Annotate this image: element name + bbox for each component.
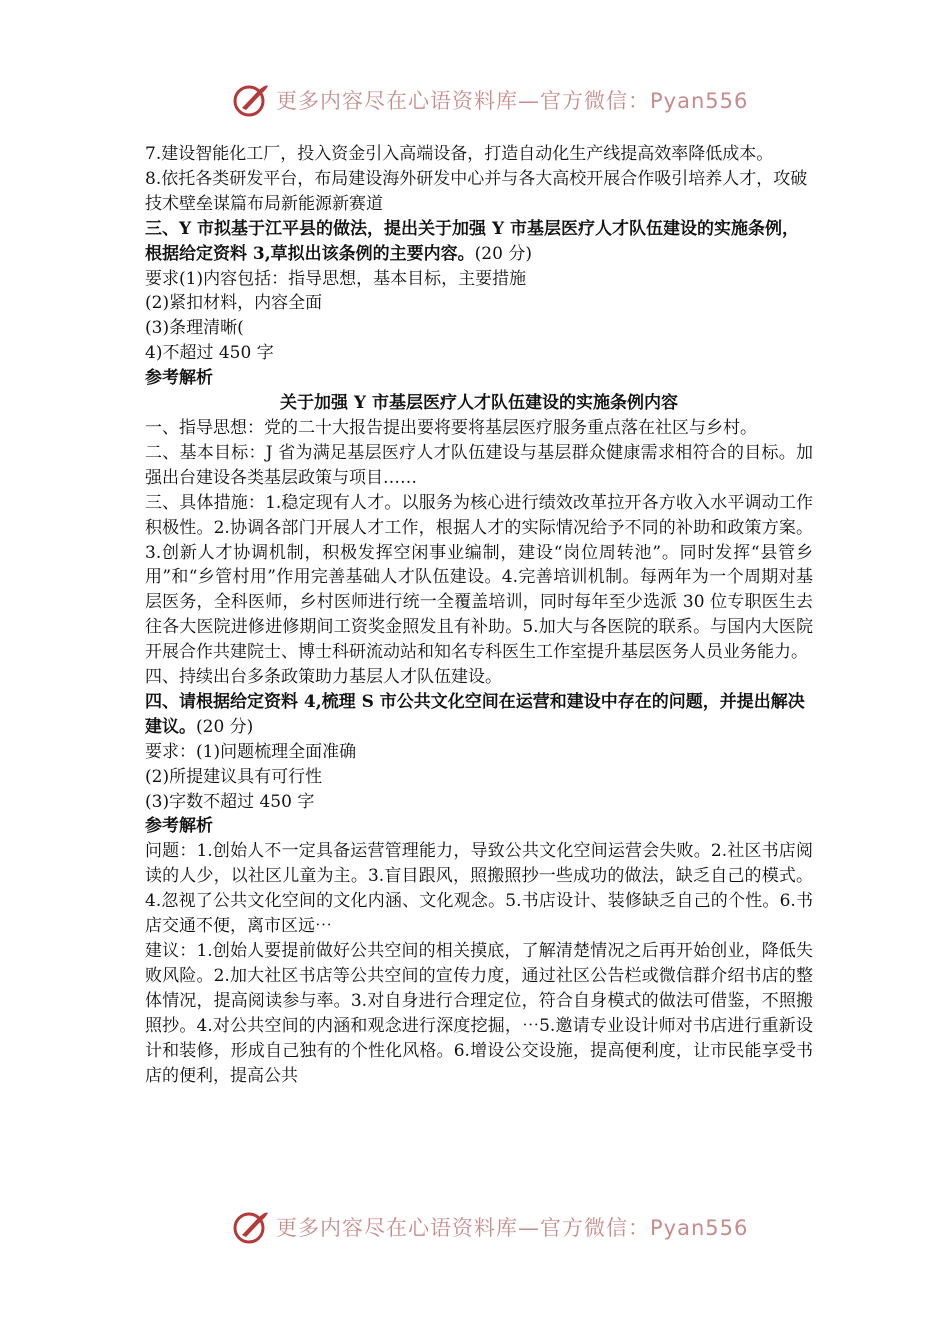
- item-8: 8.依托各类研发平台，布局建设海外研发中心并与各大高校开展合作吸引培养人才，攻破技术壁垒谋篇布局新能源新赛道: [145, 168, 808, 214]
- question-3-title: 三、Y 市拟基于江平县的做法，提出关于加强 Y 市基层医疗人才队伍建设的实施条例，根据给定资料 3,草拟出该条例的主要内容。(20 分): [145, 218, 800, 264]
- q3-answer-basic-goal: 二、基本目标：J 省为满足基层医疗人才队伍建设与基层群众健康需求相符合的目标。加强出台建设各类基层政策与项目……: [145, 442, 813, 488]
- q3-requirement-4: 4)不超过 450 字: [145, 343, 274, 364]
- document-body: [145, 142, 813, 1088]
- q3-requirement-2: (2)紧扣材料，内容全面: [145, 293, 323, 314]
- q4-reference-label: 参考解析: [145, 816, 213, 837]
- quill-logo-icon: [232, 1209, 270, 1245]
- q3-requirement-3: (3)条理清晰(: [145, 318, 244, 339]
- question-4-title: 四、请根据给定资料 4,梳理 S 市公共文化空间在运营和建设中存在的问题，并提出解决建议。(20 分): [145, 691, 805, 737]
- q3-reference-label: 参考解析: [145, 368, 213, 389]
- item-7: 7.建设智能化工厂，投入资金引入高端设备，打造自动化生产线提高效率降低成本。: [145, 144, 774, 164]
- header-banner-text: 更多内容尽在心语资料库—官方微信：Pyan556: [276, 89, 749, 113]
- q3-requirement-1: 要求(1)内容包括：指导思想，基本目标，主要措施: [145, 268, 527, 289]
- q3-answer-title: 关于加强 Y 市基层医疗人才队伍建设的实施条例内容: [280, 393, 678, 414]
- footer-banner: [0, 1205, 950, 1249]
- q4-answer-problems: 问题：1.创始人不一定具备运营管理能力，导致公共文化空间运营会失败。2.社区书店阅读的人少，以社区儿童为主。3.盲目跟风，照搬照抄一些成功的做法，缺乏自己的模式。4.忽视了公共文化空间的文化内涵、文化观念。5.书店设计、装修缺乏自己的个性。6.书店交通不便，离市区远⋯: [145, 841, 813, 937]
- q4-requirement-2: (2)所提建议具有可行性: [145, 766, 323, 787]
- q3-answer-guiding-thought: 一、指导思想：党的二十大报告提出要将要将基层医疗服务重点落在社区与乡村。: [145, 417, 757, 438]
- q4-answer-suggestions: 建议：1.创始人要提前做好公共空间的相关摸底，了解清楚情况之后再开始创业，降低失败风险。2.加大社区书店等公共空间的宣传力度，通过社区公告栏或微信群介绍书店的整体情况，提高阅读参与率。3.对自身进行合理定位，符合自身模式的做法可借鉴，不照搬照抄。4.对公共空间的内涵和观念进行深度挖掘，⋯5.邀请专业设计师对书店进行重新设计和装修，形成自己独有的个性化风格。6.增设公交设施，提高便利度，让市民能享受书店的便利，提高公共: [145, 941, 813, 1086]
- quill-logo-icon: [232, 82, 270, 118]
- q4-requirement-3: (3)字数不超过 450 字: [145, 791, 315, 812]
- q3-answer-measures: 三、具体措施：1.稳定现有人才。以服务为核心进行绩效改革拉开各方收入水平调动工作积极性。2.协调各部门开展人才工作，根据人才的实际情况给予不同的补助和政策方案。3.创新人才协调机制，积极发挥空闲事业编制，建设“岗位周转池”。同时发挥“县管乡用”和“乡管村用”作用完善基础人才队伍建设。4.完善培训机制。每两年为一个周期对基层医务，全科医师，乡村医师进行统一全覆盖培训，同时每年至少选派 30 位专职医生去往各大医院进修进修期间工资奖金照发且有补助。5.加大与各医院的联系。与国内大医院开展合作共建院士、博士科研流动站和知名专科医生工作室提升基层医务人员业务能力。: [145, 492, 813, 663]
- footer-banner-text: 更多内容尽在心语资料库—官方微信：Pyan556: [276, 1216, 749, 1240]
- header-banner: [0, 78, 950, 122]
- q3-answer-policy: 四、持续出台多条政策助力基层人才队伍建设。: [145, 667, 502, 688]
- q4-requirement-1: 要求：(1)问题梳理全面准确: [145, 741, 357, 762]
